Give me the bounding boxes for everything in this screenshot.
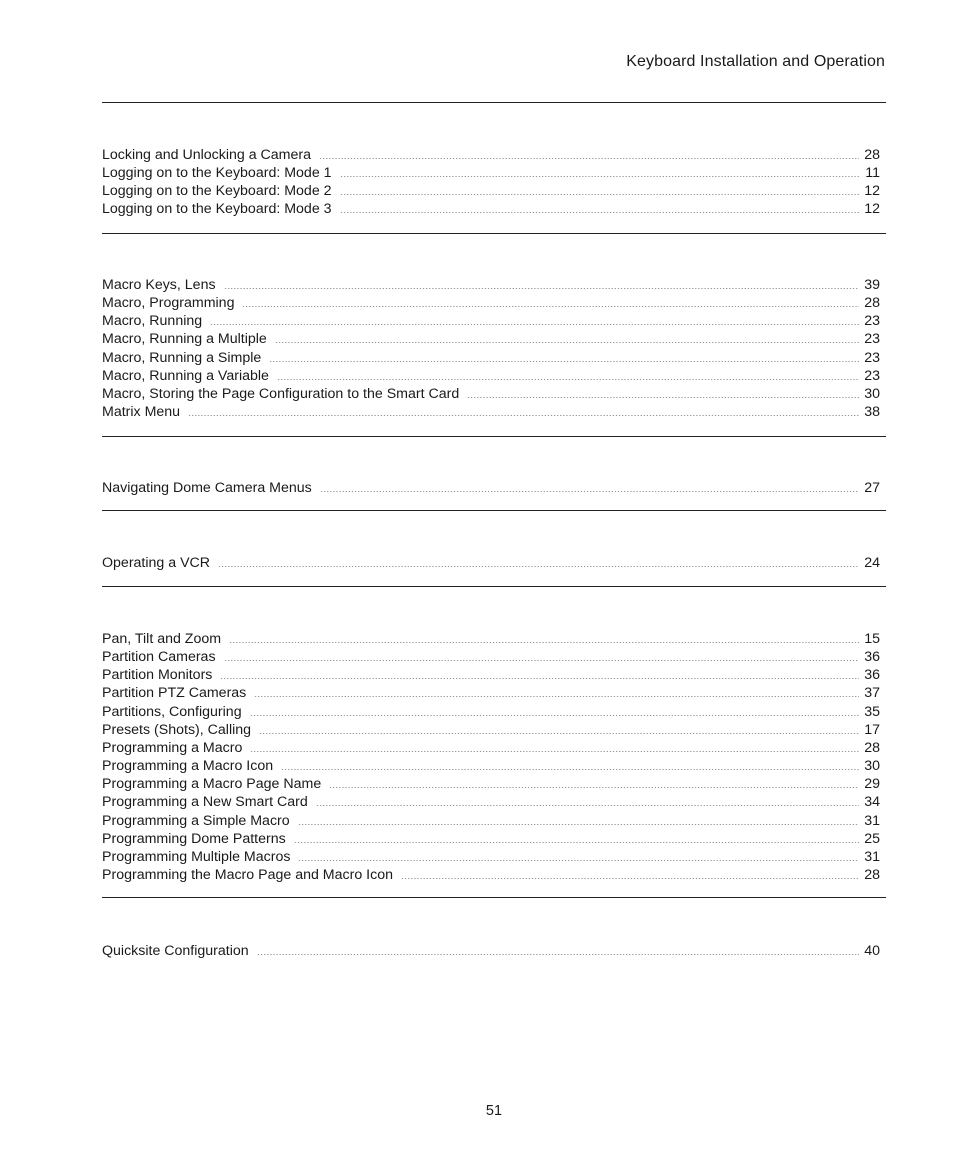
index-entry <box>102 276 880 294</box>
index-entry-page: 31 <box>864 848 880 865</box>
index-entry-label: Macro, Running a Variable <box>102 367 269 384</box>
dot-leader <box>319 158 859 159</box>
index-entry <box>102 739 880 757</box>
index-entry <box>102 666 880 684</box>
index-entry <box>102 479 880 497</box>
index-entry <box>102 812 880 830</box>
dot-leader <box>188 415 859 416</box>
index-entry <box>102 554 880 572</box>
dot-leader <box>224 660 859 661</box>
index-entry-page: 25 <box>864 830 880 847</box>
index-entry-label: Programming Dome Patterns <box>102 830 286 847</box>
dot-leader <box>401 878 859 879</box>
index-entry <box>102 349 880 367</box>
index-entry-label: Partition Cameras <box>102 649 216 666</box>
index-entry <box>102 848 880 866</box>
dot-leader <box>229 642 859 643</box>
index-entry <box>102 182 880 200</box>
index-entry-page: 23 <box>864 349 880 366</box>
dot-leader <box>320 491 859 492</box>
index-entry-label: Logging on to the Keyboard: Mode 2 <box>102 183 332 200</box>
index-entry <box>102 385 880 403</box>
index-entry-page: 34 <box>864 794 880 811</box>
index-entry <box>102 146 880 164</box>
index-entry <box>102 684 880 702</box>
dot-leader <box>210 324 859 325</box>
index-entry-label: Locking and Unlocking a Camera <box>102 147 311 163</box>
dot-leader <box>220 678 859 679</box>
index-entry-label: Programming a Macro Icon <box>102 758 274 775</box>
index-entry-label: Macro Keys, Lens <box>102 277 216 293</box>
index-entry-page: 24 <box>864 555 880 571</box>
index-entry <box>102 294 880 312</box>
section-divider <box>102 897 886 898</box>
index-entry-label: Navigating Dome Camera Menus <box>102 480 312 496</box>
index-entry-page: 39 <box>864 277 880 293</box>
dot-leader <box>329 787 859 788</box>
index-entry <box>102 648 880 666</box>
index-entry <box>102 793 880 811</box>
index-entry-label: Partitions, Configuring <box>102 703 242 720</box>
dot-leader <box>250 751 859 752</box>
index-entry <box>102 757 880 775</box>
index-entry-page: 12 <box>864 201 880 218</box>
dot-leader <box>467 397 859 398</box>
dot-leader <box>254 696 859 697</box>
index-entry-page: 28 <box>864 866 880 883</box>
index-entry-label: Matrix Menu <box>102 404 181 421</box>
index-entry-page: 28 <box>864 147 880 163</box>
section-divider <box>102 233 886 234</box>
index-entry-page: 23 <box>864 367 880 384</box>
index-entry <box>102 830 880 848</box>
index-entry-label: Operating a VCR <box>102 555 211 571</box>
index-entry-label: Macro, Running a Multiple <box>102 331 267 348</box>
section-divider <box>102 510 886 511</box>
index-entry <box>102 403 880 421</box>
index-entry-page: 30 <box>864 758 880 775</box>
index-entry-page: 30 <box>864 385 880 402</box>
index-entry-label: Quicksite Configuration <box>102 943 249 959</box>
dot-leader <box>269 361 859 362</box>
dot-leader <box>316 805 859 806</box>
index-entry-page: 36 <box>864 649 880 666</box>
index-entry <box>102 367 880 385</box>
index-entry <box>102 703 880 721</box>
index-entry <box>102 630 880 648</box>
index-entry-label: Programming a Macro Page Name <box>102 776 322 793</box>
index-entry-label: Programming a Simple Macro <box>102 812 290 829</box>
index-entry <box>102 164 880 182</box>
section-divider <box>102 102 886 103</box>
index-entry-page: 17 <box>864 721 880 738</box>
dot-leader <box>281 769 859 770</box>
dot-leader <box>340 212 859 213</box>
index-entry-page: 35 <box>864 703 880 720</box>
index-entry-page: 28 <box>864 739 880 756</box>
dot-leader <box>250 715 859 716</box>
index-entry-label: Macro, Running a Simple <box>102 349 262 366</box>
dot-leader <box>340 176 859 177</box>
index-entry-page: 29 <box>864 776 880 793</box>
index-entry <box>102 721 880 739</box>
index-entry-label: Programming Multiple Macros <box>102 848 291 865</box>
index-entry-label: Programming a Macro <box>102 739 243 756</box>
index-entry-page: 15 <box>864 631 880 647</box>
index-entry-label: Macro, Running <box>102 313 203 330</box>
dot-leader <box>224 288 859 289</box>
dot-leader <box>277 379 859 380</box>
section-divider <box>102 436 886 437</box>
index-entry-label: Programming a New Smart Card <box>102 794 308 811</box>
index-entry <box>102 330 880 348</box>
index-entry-label: Macro, Storing the Page Configuration to the Smart Card <box>102 385 460 402</box>
index-entry-page: 37 <box>864 685 880 702</box>
section-divider <box>102 586 886 587</box>
page-number: 51 <box>485 1103 503 1119</box>
index-entry-label: Logging on to the Keyboard: Mode 3 <box>102 201 332 218</box>
index-entry <box>102 866 880 884</box>
index-entry <box>102 312 880 330</box>
index-entry-label: Macro, Programming <box>102 295 235 312</box>
dot-leader <box>298 860 859 861</box>
index-entry-page: 36 <box>864 667 880 684</box>
dot-leader <box>298 824 859 825</box>
index-entry-page: 28 <box>864 295 880 312</box>
dot-leader <box>257 954 859 955</box>
index-entry <box>102 942 880 960</box>
dot-leader <box>259 733 859 734</box>
index-entry-page: 11 <box>865 165 880 182</box>
index-entry-label: Partition Monitors <box>102 667 213 684</box>
index-entry-label: Partition PTZ Cameras <box>102 685 247 702</box>
index-entry-label: Programming the Macro Page and Macro Icon <box>102 866 393 883</box>
index-entry-page: 31 <box>864 812 880 829</box>
dot-leader <box>242 306 859 307</box>
index-entry <box>102 775 880 793</box>
index-entry-label: Pan, Tilt and Zoom <box>102 631 222 647</box>
dot-leader <box>340 194 859 195</box>
header-title: Keyboard Installation and Operation <box>626 53 885 70</box>
index-entry-page: 38 <box>864 404 880 421</box>
dot-leader <box>294 842 859 843</box>
index-entry-page: 23 <box>864 331 880 348</box>
dot-leader <box>275 342 859 343</box>
index-entry-page: 40 <box>864 943 880 959</box>
index-entry-label: Logging on to the Keyboard: Mode 1 <box>102 165 332 182</box>
index-entry-page: 27 <box>864 480 880 496</box>
index-entry-label: Presets (Shots), Calling <box>102 721 252 738</box>
dot-leader <box>218 566 859 567</box>
index-entry-page: 12 <box>864 183 880 200</box>
index-entry-page: 23 <box>864 313 880 330</box>
index-entry <box>102 200 880 218</box>
